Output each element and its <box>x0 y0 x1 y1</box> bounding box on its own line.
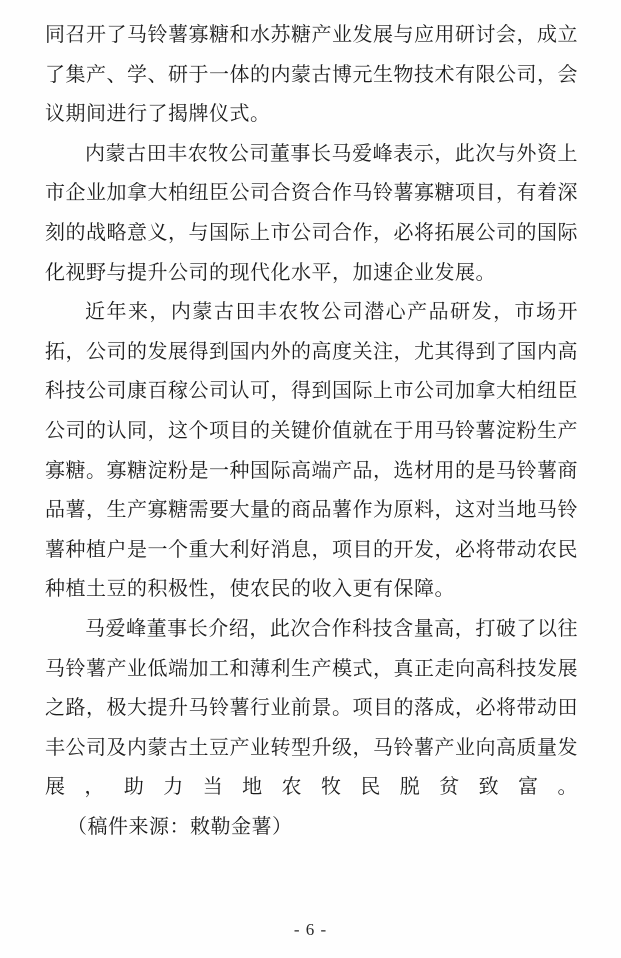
article-body <box>45 16 578 847</box>
paragraph-continuation: 同召开了马铃薯寡糖和水苏糖产业发展与应用研讨会，成立了集产、学、研于一体的内蒙古博元生物技术有限公司，会议期间进行了揭牌仪式。 <box>45 24 578 126</box>
source-attribution: （稿件来源：敕勒金薯） <box>77 815 293 838</box>
paragraph-last <box>45 610 578 848</box>
page-footer <box>0 920 621 940</box>
paragraph-text: 马爱峰董事长介绍，此次合作科技含量高，打破了以往马铃薯产业低端加工和薄利生产模式，真正走向高科技发展之路，极大提升马铃薯行业前景。项目的落成，必将带动田丰公司及内蒙古土豆产业转型升级，马铃薯产业向高质量发展，助力当地农牧民脱贫致富。 <box>45 617 578 799</box>
paragraph: 内蒙古田丰农牧公司董事长马爱峰表示，此次与外资上市企业加拿大柏纽臣公司合资合作马铃薯寡糖项目，有着深刻的战略意义，与国际上市公司合作，必将拓展公司的国际化视野与提升公司的现代化水平，加速企业发展。 <box>45 142 578 284</box>
page-number: - 6 - <box>293 920 328 939</box>
paragraph: 近年来，内蒙古田丰农牧公司潜心产品研发，市场开拓，公司的发展得到国内外的高度关注，尤其得到了国内高科技公司康百稼公司认可，得到国际上市公司加拿大柏纽臣公司的认同，这个项目的关键价值就在于用马铃薯淀粉生产寡糖。寡糖淀粉是一种国际高端产品，选材用的是马铃薯商品薯，生产寡糖需要大量的商品薯作为原料，这对当地马铃薯种植户是一个重大利好消息，项目的开发，必将带动农民种植土豆的积极性，使农民的收入更有保障。 <box>45 301 578 601</box>
